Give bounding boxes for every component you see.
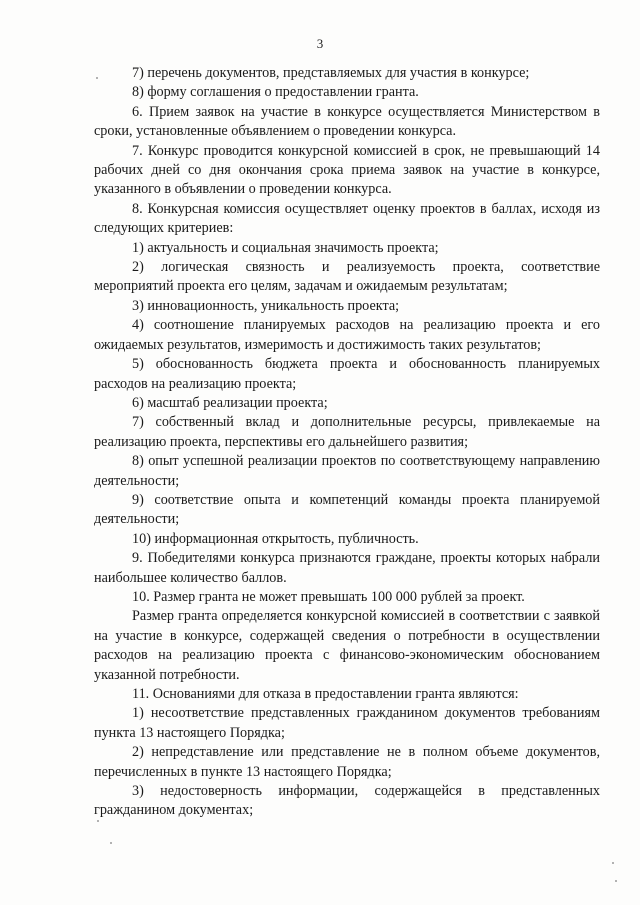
paragraph-section-9: 9. Победителями конкурса признаются граждане, проекты которых набрали наибольшее количество баллов. [94,550,600,586]
paragraph-criteria-8: 8) форму соглашения о предоставлении гранта. [132,84,419,101]
criterion-10: 10) информационная открытость, публичность. [132,530,419,547]
criterion-8: 8) опыт успешной реализации проектов по соответствующему направлению деятельности; [94,453,600,489]
paragraph-criteria-7: 7) перечень документов, представляемых для участия в конкурсе; [132,65,530,81]
paragraph-section-7: 7. Конкурс проводится конкурсной комиссией в срок, не превышающий 14 рабочих дней со дня окончания срока приема заявок на участие в конкурсе, указанного в объявлении о проведении конкурса. [94,142,600,198]
criterion-9: 9) соответствие опыта и компетенций команды проекта планируемой деятельности; [94,491,600,528]
document-body [94,64,600,821]
criterion-7: 7) собственный вклад и дополнительные ресурсы, привлекаемые на реализацию проекта, перспективы его дальнейшего развития; [94,414,600,450]
criterion-3: 3) инновационность, уникальность проекта; [132,297,400,314]
paragraph-grant-size: Размер гранта определяется конкурсной комиссией в соответствии с заявкой на участие в конкурсе, содержащей сведения о потребности в осуществлении расходов на реализацию проекта с финансово-экономическим обоснованием указанной потребности. [94,608,600,683]
refusal-ground-1: 1) несоответствие представленных гражданином документов требованиям пункта 13 настоящего Порядка; [94,705,600,741]
scan-speck [615,880,617,882]
scan-speck [110,842,112,844]
paragraph-section-11: 11. Основаниями для отказа в предоставлении гранта являются: [132,686,519,702]
paragraph-section-8: 8. Конкурсная комиссия осуществляет оценку проектов в баллах, исходя из следующих критериев: [94,200,600,237]
paragraph-section-10: 10. Размер гранта не может превышать 100 000 рублей за проект. [132,588,525,605]
criterion-4: 4) соотношение планируемых расходов на реализацию проекта и его ожидаемых результатов, измеримость и достижимость таких результатов; [94,317,600,353]
scan-speck [97,820,99,822]
refusal-ground-3: 3) недостоверность информации, содержащейся в представленных гражданином документах; [94,783,600,819]
scan-speck [612,862,614,864]
criterion-1: 1) актуальность и социальная значимость проекта; [132,239,439,256]
paragraph-section-6: 6. Прием заявок на участие в конкурсе осуществляется Министерством в сроки, установленные объявлением о проведении конкурса. [94,103,600,140]
scan-speck [96,77,98,79]
refusal-ground-2: 2) непредставление или представление не в полном объеме документов, перечисленных в пункте 13 настоящего Порядка; [94,744,600,780]
criterion-5: 5) обоснованность бюджета проекта и обоснованность планируемых расходов на реализацию проекта; [94,356,600,392]
criterion-6: 6) масштаб реализации проекта; [132,394,328,411]
page-number: 3 [316,36,324,51]
criterion-2: 2) логическая связность и реализуемость проекта, соответствие мероприятий проекта его целям, задачам и ожидаемым результатам; [94,259,600,295]
